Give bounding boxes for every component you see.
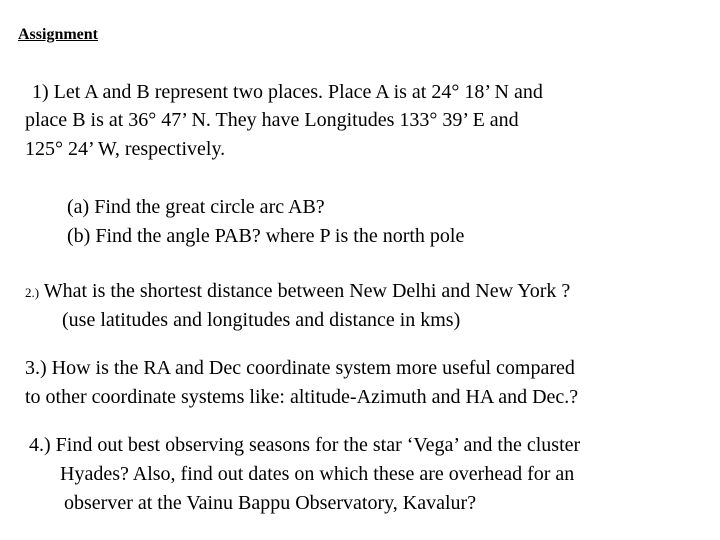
question-3-line-2: to other coordinate systems like: altitude-Azimuth and HA and Dec.? xyxy=(25,386,579,408)
question-2-text: What is the shortest distance between New Delhi and New York ? xyxy=(43,280,571,302)
question-4-line-1: 4.) Find out best observing seasons for the star ‘Vega’ and the cluster xyxy=(29,434,581,456)
question-2-line-2: (use latitudes and longitudes and distance in kms) xyxy=(62,309,461,331)
question-1-line-3: 125° 24’ W, respectively. xyxy=(25,138,226,160)
question-4-line-2: Hyades? Also, find out dates on which these are overhead for an xyxy=(60,463,575,485)
question-2-line-1 xyxy=(25,279,570,305)
question-2-number: 2.) xyxy=(25,285,40,300)
question-1-line-2: place B is at 36° 47’ N. They have Longitudes 133° 39’ E and xyxy=(25,109,519,131)
question-4-line-3: observer at the Vainu Bappu Observatory, Kavalur? xyxy=(64,492,477,514)
page-title: Assignment xyxy=(18,26,99,43)
question-1-line-1: 1) Let A and B represent two places. Place A is at 24° 18’ N and xyxy=(32,81,543,103)
question-1-part-a: (a) Find the great circle arc AB? xyxy=(67,196,325,218)
question-1-part-b: (b) Find the angle PAB? where P is the north pole xyxy=(67,225,465,247)
question-3-line-1: 3.) How is the RA and Dec coordinate system more useful compared xyxy=(25,357,575,379)
